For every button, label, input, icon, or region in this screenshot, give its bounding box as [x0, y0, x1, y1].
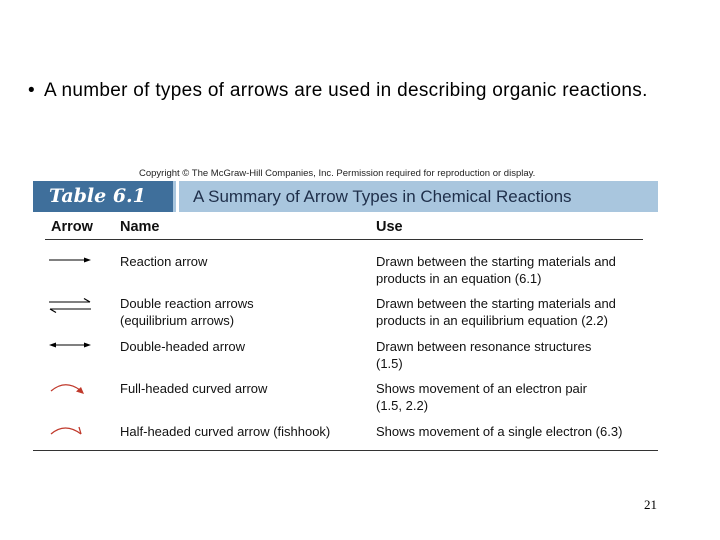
- table-number: Table 6.1: [49, 185, 146, 207]
- row-use-line: (1.5, 2.2): [376, 398, 429, 413]
- half-headed-curved-arrow-icon: [48, 423, 92, 441]
- column-header-name: Name: [120, 219, 160, 235]
- row-use-line: (1.5): [376, 356, 403, 371]
- row-name: [120, 295, 360, 329]
- row-name: Full-headed curved arrow: [120, 381, 268, 396]
- table-bottom-rule: [33, 450, 658, 451]
- row-name: Double-headed arrow: [120, 339, 246, 354]
- table-title: A Summary of Arrow Types in Chemical Reactions: [193, 187, 572, 206]
- row-name-line: Double reaction arrows: [120, 296, 254, 311]
- row-use-line: products in an equilibrium equation (2.2): [376, 313, 608, 328]
- row-use: [376, 338, 656, 372]
- row-use-line: Shows movement of a single electron (6.3): [376, 424, 623, 439]
- reaction-arrow-icon: [48, 253, 92, 267]
- bullet-point: [28, 78, 688, 104]
- row-use: [376, 423, 656, 440]
- table-header-bar: [33, 181, 658, 212]
- table-number-box: [33, 181, 173, 212]
- column-header-arrow: Arrow: [51, 219, 93, 235]
- double-reaction-arrows-icon: [48, 297, 92, 315]
- bullet-text: A number of types of arrows are used in describing organic reactions.: [44, 80, 648, 101]
- page-number: 21: [644, 497, 657, 512]
- row-use-line: Drawn between the starting materials and: [376, 296, 616, 311]
- row-use: [376, 380, 656, 414]
- row-use: [376, 253, 656, 287]
- row-use-line: Drawn between resonance structures: [376, 339, 592, 354]
- row-name: Reaction arrow: [120, 254, 208, 269]
- row-name-line: (equilibrium arrows): [120, 313, 235, 328]
- row-use-line: products in an equation (6.1): [376, 271, 542, 286]
- table-top-rule: [45, 239, 643, 240]
- full-headed-curved-arrow-icon: [48, 380, 92, 398]
- row-use-line: Drawn between the starting materials and: [376, 254, 616, 269]
- bullet-dot: •: [28, 80, 35, 101]
- column-header-use: Use: [376, 219, 403, 235]
- header-separator: [176, 181, 179, 212]
- row-name: Half-headed curved arrow (fishhook): [120, 424, 331, 439]
- copyright-notice: Copyright © The McGraw-Hill Companies, Inc. Permission required for reproduction or display.: [139, 168, 536, 179]
- row-use: [376, 295, 656, 329]
- row-use-line: Shows movement of an electron pair: [376, 381, 587, 396]
- double-headed-arrow-icon: [48, 338, 92, 352]
